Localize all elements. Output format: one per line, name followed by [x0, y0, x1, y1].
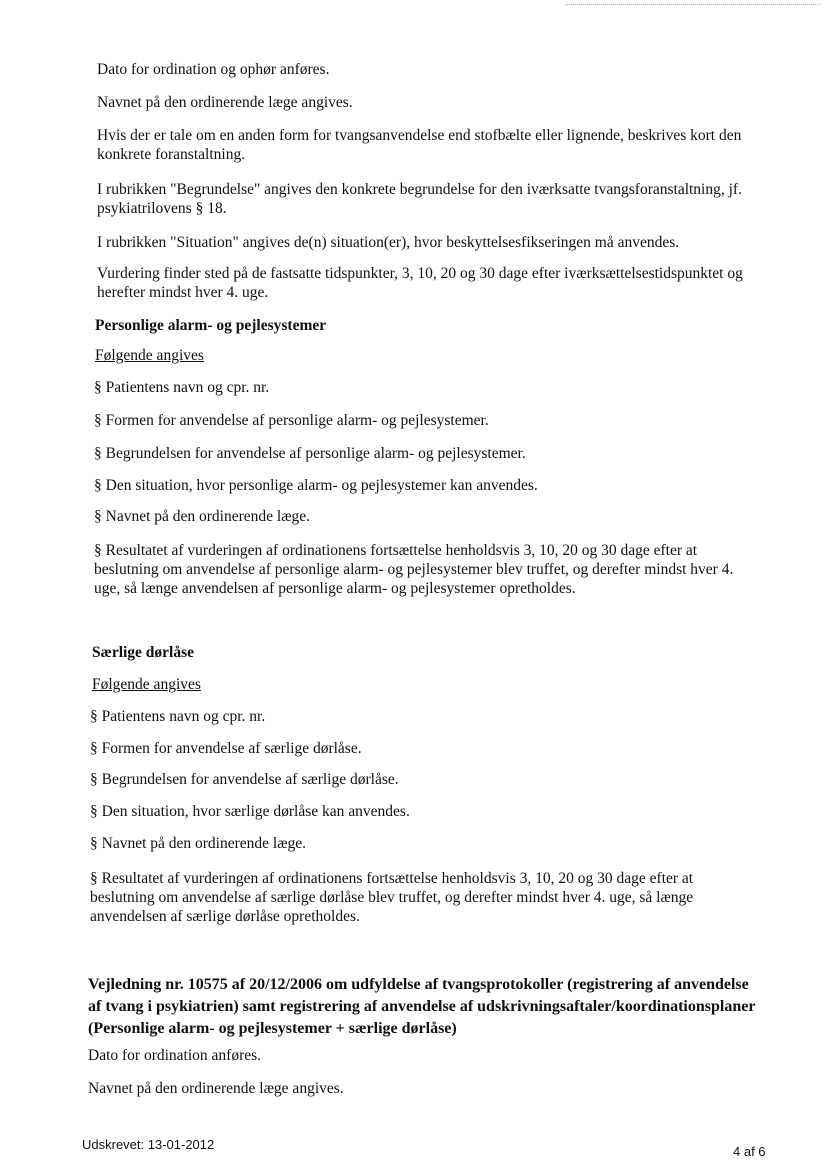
paragraph-assessment: Vurdering finder sted på de fastsatte tidspunkter, 3, 10, 20 og 30 dage efter iværksættelsestidspunktet og herefter mindst hver 4. uge. [97, 265, 743, 301]
list-item: § Navnet på den ordinerende læge. [90, 835, 307, 852]
guidance-title: Vejledning nr. 10575 af 20/12/2006 om udfyldelse af tvangsprotokoller (registrering af anvendelse af tvang i psykiatrien) samt registrering af anvendelse af udskrivningsaftaler/koordinationsplaner (Personlige alarm- og pejlesystemer + særlige dørlåse) [88, 976, 756, 1037]
top-dotted-rule [565, 4, 820, 5]
page-number: 4 af 6 [733, 1144, 766, 1159]
guidance-ordination-date: Dato for ordination anføres. [88, 1047, 262, 1064]
list-item: § Navnet på den ordinerende læge. [94, 508, 311, 525]
list-item: § Formen for anvendelse af særlige dørlåse. [90, 740, 362, 757]
list-item: § Patientens navn og cpr. nr. [90, 708, 266, 725]
list-item: § Resultatet af vurderingen af ordinationens fortsættelse henholdsvis 3, 10, 20 og 30 dage efter at beslutning om anvendelse af personlige alarm- og pejlesystemer blev truffet, og derefter mindst hver 4. uge, så længe anvendelsen af personlige alarm- og pejlesystemer opretholdes. [94, 542, 734, 597]
section-subheading: Følgende angives [92, 676, 201, 693]
printed-date: Udskrevet: 13-01-2012 [82, 1137, 215, 1152]
paragraph-justification: I rubrikken "Begrundelse" angives den konkrete begrundelse for den iværksatte tvangsforanstaltning, jf. psykiatrilovens § 18. [97, 181, 742, 217]
list-item: § Patientens navn og cpr. nr. [94, 379, 270, 396]
list-item: § Begrundelsen for anvendelse af personlige alarm- og pejlesystemer. [94, 445, 526, 462]
paragraph-situation: I rubrikken "Situation" angives de(n) situation(er), hvor beskyttelsesfikseringen må anvendes. [97, 234, 680, 251]
list-item: § Den situation, hvor personlige alarm- og pejlesystemer kan anvendes. [94, 477, 538, 494]
section-subheading: Følgende angives [95, 347, 204, 364]
paragraph-doctor-name: Navnet på den ordinerende læge angives. [97, 94, 353, 111]
guidance-doctor-name: Navnet på den ordinerende læge angives. [88, 1080, 344, 1097]
paragraph-other-restraint: Hvis der er tale om en anden form for tvangsanvendelse end stofbælte eller lignende, beskrives kort den konkrete foranstaltning. [97, 127, 742, 163]
section-heading-door-locks: Særlige dørlåse [92, 644, 195, 661]
section-heading-alarm-systems: Personlige alarm- og pejlesystemer [95, 317, 327, 334]
list-item: § Begrundelsen for anvendelse af særlige dørlåse. [90, 771, 399, 788]
list-item: § Formen for anvendelse af personlige alarm- og pejlesystemer. [94, 412, 489, 429]
paragraph-ordination-date: Dato for ordination og ophør anføres. [97, 61, 330, 78]
list-item: § Resultatet af vurderingen af ordinationens fortsættelse henholdsvis 3, 10, 20 og 30 dage efter at beslutning om anvendelse af særlige dørlåse blev truffet, og derefter mindst hver 4. uge, så længe anvendelsen af særlige dørlåse opretholdes. [90, 870, 694, 925]
list-item: § Den situation, hvor særlige dørlåse kan anvendes. [90, 803, 410, 820]
